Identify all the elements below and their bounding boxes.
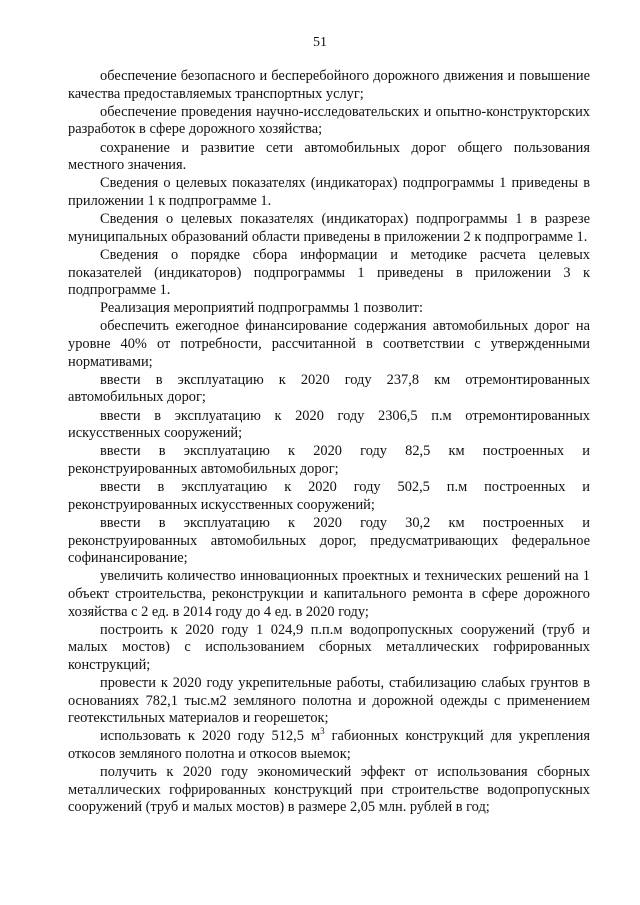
gabion-cubic-superscript: 3 bbox=[320, 726, 325, 737]
paragraph-implementation-intro: Реализация мероприятий подпрограммы 1 позволит: bbox=[100, 300, 423, 317]
paragraph-repaired-roads: ввести в эксплуатацию к 2020 году 237,8 км отремонтированных автомобильных дорог; bbox=[68, 371, 590, 406]
paragraph-built-structures: ввести в эксплуатацию к 2020 году 502,5 п.м построенных и реконструированных искусственных сооружений; bbox=[68, 479, 590, 513]
paragraph-innovations: увеличить количество инновационных проектных и технических решений на 1 объект строительства, реконструкции и капитального ремонта в сфере дорожного хозяйства с 2 ед. в 2014 году до 4 ед. в 2020 году; bbox=[68, 568, 590, 620]
paragraph-indicators-appendix-2: Сведения о целевых показателях (индикаторах) подпрограммы 1 в разрезе муниципальных образований области приведены в приложении 2 к подпрограмме 1. bbox=[68, 211, 590, 245]
gabion-text-end: габионных конструкций для укрепления откосов земляного полотна и откосов выемок; bbox=[68, 728, 590, 763]
paragraph-soil-stabilization: провести к 2020 году укрепительные работы, стабилизацию слабых грунтов в основаниях 782,1 тыс.м2 земляного полотна и дорожной одежды с применением геотекстильных материалов и георешеток; bbox=[68, 675, 590, 727]
page-number: 51 bbox=[313, 35, 327, 50]
paragraph-gabions bbox=[68, 728, 590, 763]
paragraph-economic-effect: получить к 2020 году экономический эффект от использования сборных металлических гофрированных конструкций при строительстве водопропускных сооружений (труб и малых мостов) в размере 2,05 млн. рублей в год; bbox=[68, 764, 590, 816]
body-text bbox=[68, 68, 590, 817]
paragraph-traffic-safety: обеспечение безопасного и бесперебойного дорожного движения и повышение качества предоставляемых транспортных услуг; bbox=[68, 68, 590, 102]
paragraph-built-roads: ввести в эксплуатацию к 2020 году 82,5 км построенных и реконструированных автомобильных дорог; bbox=[68, 443, 590, 477]
paragraph-maintenance-funding: обеспечить ежегодное финансирование содержания автомобильных дорог на уровне 40% от потребности, рассчитанной в соответствии с утвержденными нормативами; bbox=[68, 318, 590, 370]
paragraph-road-network: сохранение и развитие сети автомобильных дорог общего пользования местного значения. bbox=[68, 139, 590, 174]
paragraph-research: обеспечение проведения научно-исследовательских и опытно-конструкторских разработок в сфере дорожного хозяйства; bbox=[68, 103, 590, 138]
paragraph-federal-roads: ввести в эксплуатацию к 2020 году 30,2 км построенных и реконструированных автомобильных дорог, предусматривающих федеральное софинансирование; bbox=[68, 514, 590, 567]
paragraph-culverts: построить к 2020 году 1 024,9 п.п.м водопропускных сооружений (труб и малых мостов) с использованием сборных металлических гофрированных конструкций; bbox=[68, 621, 590, 673]
paragraph-indicators-appendix-1: Сведения о целевых показателях (индикаторах) подпрограммы 1 приведены в приложении 1 к подпрограмме 1. bbox=[68, 175, 590, 209]
paragraph-indicators-appendix-3: Сведения о порядке сбора информации и методике расчета целевых показателей (индикаторов) подпрограммы 1 приведены в приложении 3 к подпрограмме 1. bbox=[68, 246, 590, 299]
gabion-text-start: использовать к 2020 году 512,5 м bbox=[100, 728, 321, 745]
paragraph-repaired-structures: ввести в эксплуатацию к 2020 году 2306,5 п.м отремонтированных искусственных сооружений; bbox=[68, 407, 590, 442]
